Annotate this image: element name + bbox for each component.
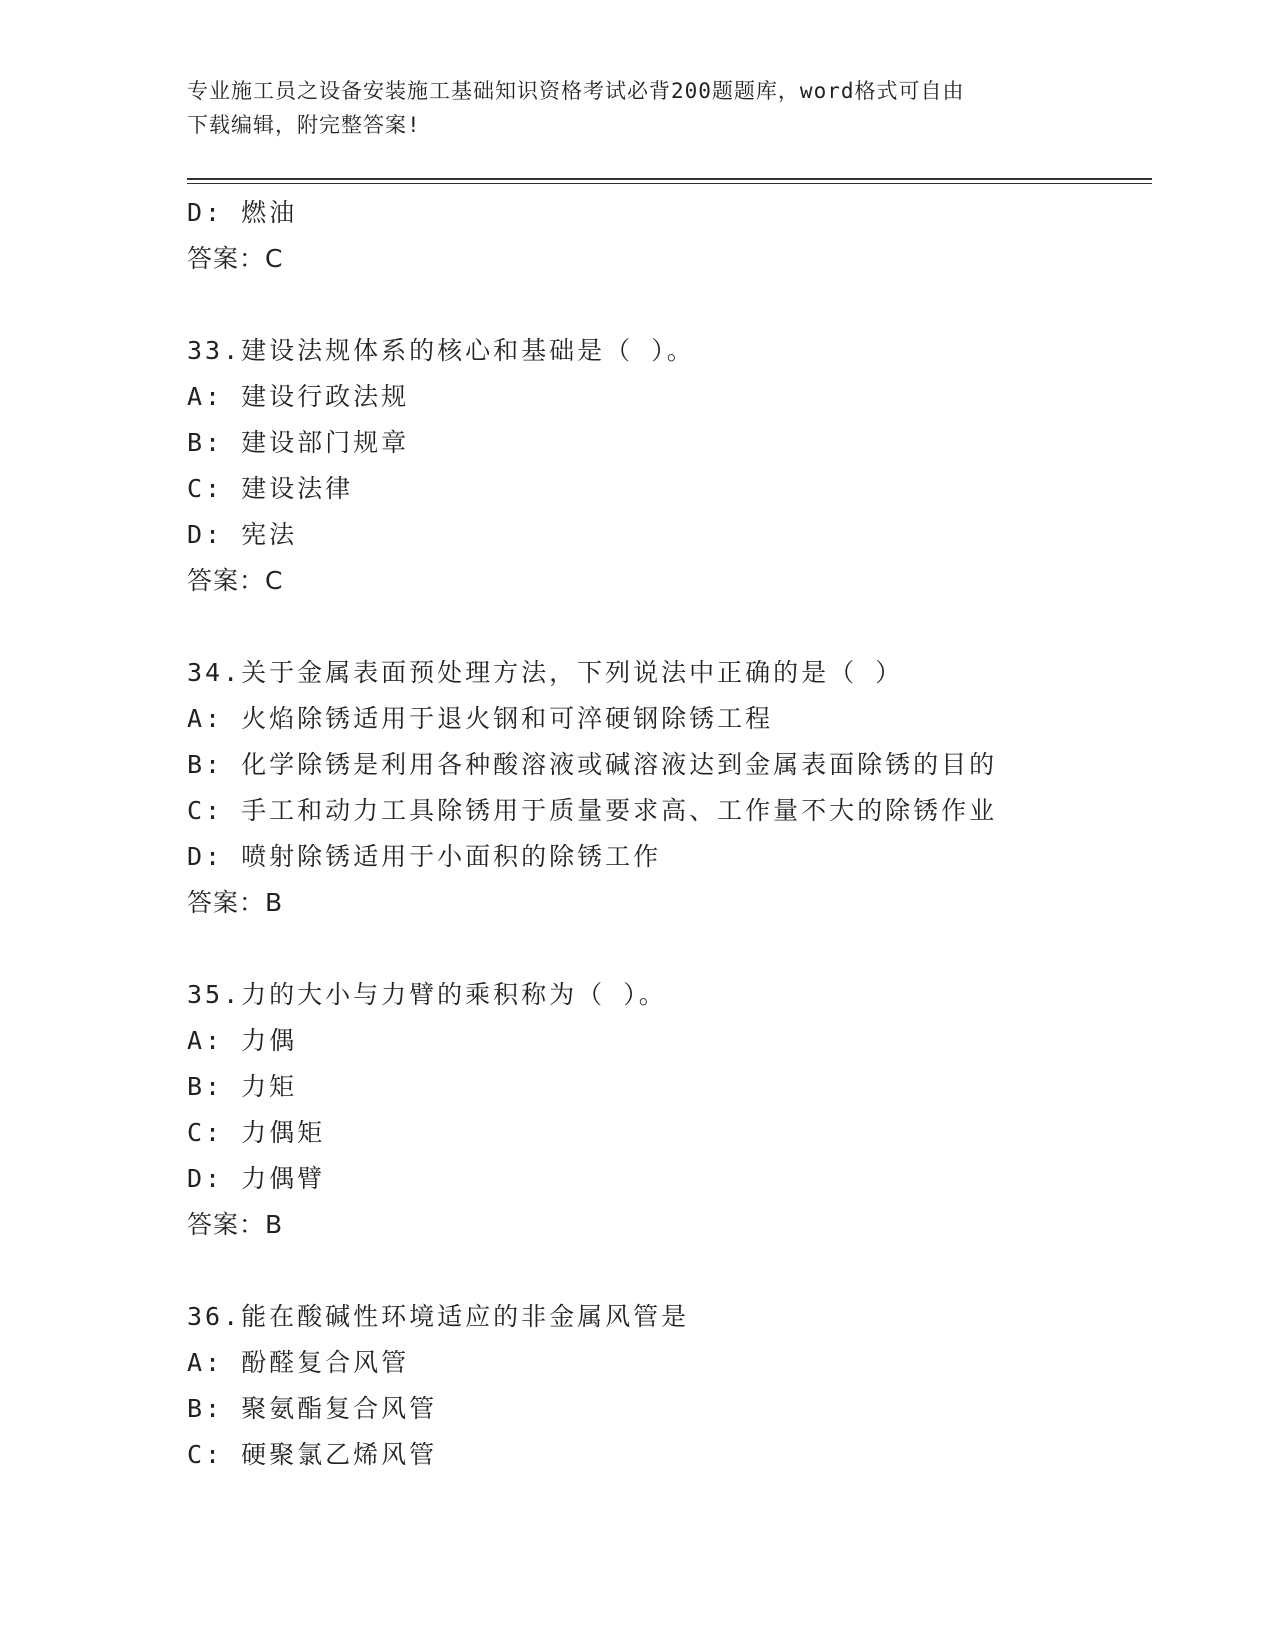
option-d: D: 宪法	[187, 520, 298, 549]
spacer	[187, 282, 1147, 328]
header-divider-thin	[187, 183, 1152, 184]
question-36	[187, 1294, 1147, 1478]
option-b: B: 建设部门规章	[187, 428, 410, 457]
option-c: C: 硬聚氯乙烯风管	[187, 1440, 438, 1469]
spacer	[187, 1248, 1147, 1294]
answer: 答案：B	[187, 888, 284, 917]
header-divider-thick	[187, 178, 1152, 180]
option-b: B: 聚氨酯复合风管	[187, 1394, 438, 1423]
question-35	[187, 972, 1147, 1248]
answer: 答案：C	[187, 566, 284, 595]
option-d: D: 喷射除锈适用于小面积的除锈工作	[187, 842, 662, 871]
option-a: A: 建设行政法规	[187, 382, 410, 411]
spacer	[187, 926, 1147, 972]
answer: 答案：C	[187, 244, 284, 273]
question-stem: 35.力的大小与力臂的乘积称为（ ）。	[187, 980, 667, 1009]
option-b: B: 力矩	[187, 1072, 298, 1101]
spacer	[187, 604, 1147, 650]
header-line-1: 专业施工员之设备安装施工基础知识资格考试必背200题题库，word格式可自由	[187, 79, 965, 103]
question-stem: 36.能在酸碱性环境适应的非金属风管是	[187, 1302, 690, 1331]
question-list	[187, 190, 1147, 1478]
question-stem: 34.关于金属表面预处理方法，下列说法中正确的是（ ）	[187, 658, 904, 687]
option-a: A: 力偶	[187, 1026, 298, 1055]
question-stem: 33.建设法规体系的核心和基础是（ ）。	[187, 336, 695, 365]
option-b: B: 化学除锈是利用各种酸溶液或碱溶液达到金属表面除锈的目的	[187, 750, 998, 779]
question-34	[187, 650, 1147, 926]
header-line-2: 下载编辑，附完整答案!	[187, 113, 421, 137]
option-c: C: 建设法律	[187, 474, 354, 503]
option-d: D: 力偶臂	[187, 1164, 326, 1193]
option-c: C: 力偶矩	[187, 1118, 326, 1147]
option-c: C: 手工和动力工具除锈用于质量要求高、工作量不大的除锈作业	[187, 796, 998, 825]
answer: 答案：B	[187, 1210, 284, 1239]
option-a: A: 火焰除锈适用于退火钢和可淬硬钢除锈工程	[187, 704, 774, 733]
option-a: A: 酚醛复合风管	[187, 1348, 410, 1377]
page-header	[187, 74, 1087, 142]
option-d: D: 燃油	[187, 198, 298, 227]
question-33	[187, 328, 1147, 604]
